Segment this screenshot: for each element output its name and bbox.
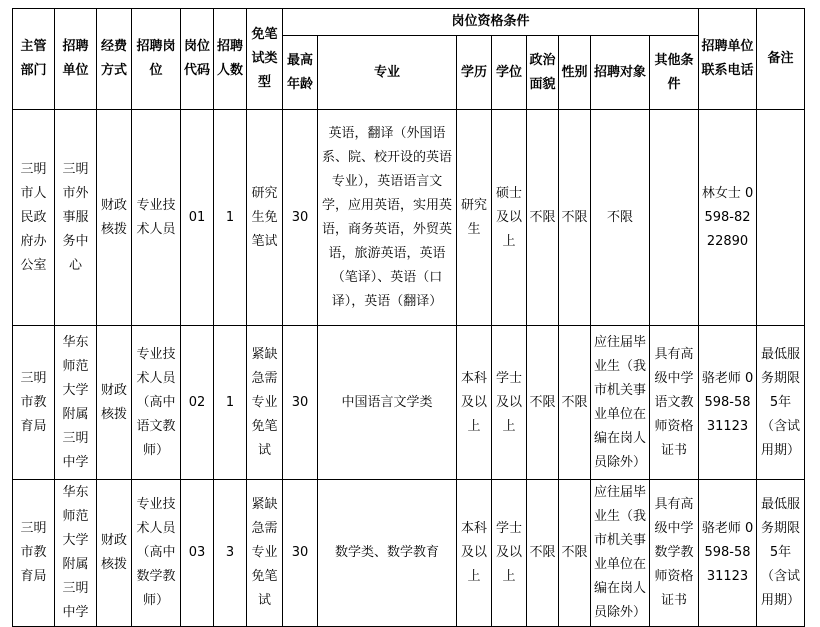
cell-position: 专业技术人员（高中数学教师）: [132, 480, 181, 627]
cell-target: 应往届毕业生（我市机关事业单位在编在岗人员除外）: [591, 326, 650, 480]
cell-code: 01: [181, 110, 214, 326]
table-row: [13, 326, 805, 480]
cell-gender: 不限: [559, 110, 591, 326]
cell-code: 03: [181, 480, 214, 627]
cell-dept: 三明市教育局: [13, 326, 55, 480]
recruitment-table: [12, 8, 805, 627]
header-code: 岗位代码: [181, 9, 214, 110]
cell-degree: 硕士及以上: [492, 110, 527, 326]
cell-code: 02: [181, 326, 214, 480]
cell-major: 数学类、数学教育: [318, 480, 457, 627]
header-target: 招聘对象: [591, 36, 650, 110]
cell-politics: 不限: [527, 480, 559, 627]
cell-gender: 不限: [559, 326, 591, 480]
cell-count: 1: [214, 326, 247, 480]
header-dept: 主管部门: [13, 9, 55, 110]
cell-funding: 财政核拨: [97, 480, 132, 627]
cell-age: 30: [283, 110, 318, 326]
cell-remarks: 最低服务期限5年（含试用期）: [757, 480, 805, 627]
cell-unit: 华东师范大学附属三明中学: [55, 326, 97, 480]
cell-age: 30: [283, 326, 318, 480]
header-age: 最高年龄: [283, 36, 318, 110]
cell-unit: 华东师范大学附属三明中学: [55, 480, 97, 627]
cell-education: 本科及以上: [457, 326, 492, 480]
header-major: 专业: [318, 36, 457, 110]
header-position: 招聘岗位: [132, 9, 181, 110]
cell-gender: 不限: [559, 480, 591, 627]
cell-age: 30: [283, 480, 318, 627]
cell-count: 1: [214, 110, 247, 326]
cell-other: 具有高级中学数学教师资格证书: [650, 480, 699, 627]
cell-remarks: 最低服务期限5年（含试用期）: [757, 326, 805, 480]
cell-count: 3: [214, 480, 247, 627]
header-education: 学历: [457, 36, 492, 110]
cell-education: 本科及以上: [457, 480, 492, 627]
cell-exam: 研究生免笔试: [247, 110, 283, 326]
cell-politics: 不限: [527, 326, 559, 480]
cell-unit: 三明市外事服务中心: [55, 110, 97, 326]
header-unit: 招聘单位: [55, 9, 97, 110]
cell-funding: 财政核拨: [97, 110, 132, 326]
header-gender: 性别: [559, 36, 591, 110]
header-remarks: 备注: [757, 9, 805, 110]
header-other: 其他条件: [650, 36, 699, 110]
cell-exam: 紧缺急需专业免笔试: [247, 326, 283, 480]
table-row: [13, 480, 805, 627]
header-politics: 政治面貌: [527, 36, 559, 110]
cell-politics: 不限: [527, 110, 559, 326]
cell-other: [650, 110, 699, 326]
cell-major: 中国语言文学类: [318, 326, 457, 480]
cell-target: 不限: [591, 110, 650, 326]
cell-contact: 骆老师 0598-5831123: [699, 480, 757, 627]
header-count: 招聘人数: [214, 9, 247, 110]
cell-degree: 学士及以上: [492, 326, 527, 480]
cell-position: 专业技术人员（高中语文教师）: [132, 326, 181, 480]
cell-position: 专业技术人员: [132, 110, 181, 326]
cell-other: 具有高级中学语文教师资格证书: [650, 326, 699, 480]
cell-contact: 林女士 0598-8222890: [699, 110, 757, 326]
cell-target: 应往届毕业生（我市机关事业单位在编在岗人员除外）: [591, 480, 650, 627]
header-funding: 经费方式: [97, 9, 132, 110]
cell-remarks: [757, 110, 805, 326]
cell-degree: 学士及以上: [492, 480, 527, 627]
header-degree: 学位: [492, 36, 527, 110]
cell-dept: 三明市教育局: [13, 480, 55, 627]
cell-dept: 三明市人民政府办公室: [13, 110, 55, 326]
header-exam: 免笔试类型: [247, 9, 283, 110]
cell-major: 英语，翻译（外国语系、院、校开设的英语专业），英语语言文学，应用英语，实用英语，商务英语，外贸英语，旅游英语，英语（笔译）、英语（口译），英语（翻译）: [318, 110, 457, 326]
cell-exam: 紧缺急需专业免笔试: [247, 480, 283, 627]
cell-funding: 财政核拨: [97, 326, 132, 480]
table-row: [13, 110, 805, 326]
cell-education: 研究生: [457, 110, 492, 326]
header-contact: 招聘单位联系电话: [699, 9, 757, 110]
cell-contact: 骆老师 0598-5831123: [699, 326, 757, 480]
header-row-1: [13, 9, 805, 36]
header-qualifications: 岗位资格条件: [283, 9, 699, 36]
